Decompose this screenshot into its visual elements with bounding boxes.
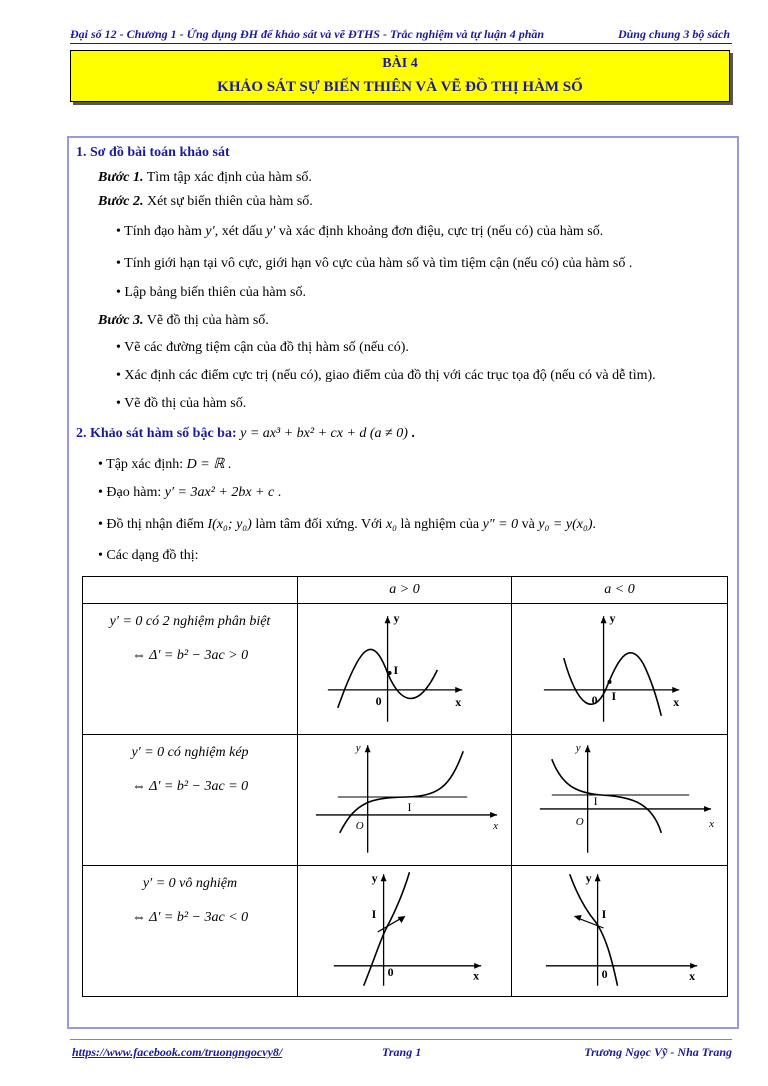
condition-line1: y′ = 0 có 2 nghiệm phân biệt [109, 614, 271, 629]
graph-forms-table [82, 576, 728, 997]
y-label: y [585, 871, 592, 886]
step3: Bước 3. Vẽ đồ thị của hàm số. [98, 313, 269, 328]
x-label: x [455, 694, 462, 709]
lesson-title: KHẢO SÁT SỰ BIẾN THIÊN VÀ VẼ ĐỒ THỊ HÀM SỐ [217, 79, 583, 95]
y-label: y [609, 611, 616, 626]
condition-cell [83, 735, 298, 866]
cubic-graph-two-extrema-positive [298, 604, 511, 728]
center-point [608, 680, 612, 684]
table-row [83, 866, 728, 997]
cubic-graph-inflection-positive [298, 735, 511, 859]
origin-label: 0 [375, 693, 382, 708]
step2-bullet1: • Tính đạo hàm y′, xét dấu y′ và xác định khoảng đơn điệu, cực trị (nếu có) của hàm số. [116, 224, 604, 239]
x-label: x [493, 819, 498, 832]
section1-title: 1. Sơ đồ bài toán khảo sát [76, 145, 230, 160]
graph-cell [298, 604, 512, 735]
table-row [83, 604, 728, 735]
x-label: x [709, 817, 714, 830]
x-label: x [689, 968, 696, 983]
header-books: Dùng chung 3 bộ sách [617, 27, 730, 41]
step2-bullet3: • Lập bảng biến thiên của hàm số. [116, 285, 306, 300]
y-arrow [595, 874, 601, 881]
graph-types-bullet: • Các dạng đồ thị: [98, 548, 199, 563]
step3-bullet2: • Xác định các điểm cực trị (nếu có), giao điểm của đồ thị với các trục tọa độ (nếu có và dễ tìm). [116, 368, 656, 383]
y-arrow [365, 745, 371, 752]
lesson-banner [70, 50, 730, 102]
graph-cell [298, 735, 512, 866]
header-divider [70, 43, 732, 44]
tangent-arrow [378, 918, 402, 932]
x-arrow [704, 806, 711, 812]
domain-bullet: • Tập xác định: D = ℝ . [98, 457, 232, 472]
page-header [70, 27, 730, 42]
author: Trương Ngọc Vỹ - Nha Trang [584, 1045, 732, 1059]
origin-label: 0 [601, 966, 608, 981]
x-arrow [455, 687, 462, 693]
y-arrow [585, 745, 591, 752]
center-label: I [393, 662, 399, 677]
center-label: I [407, 799, 412, 814]
graph-cell [512, 604, 728, 735]
center-label: I [371, 907, 377, 922]
x-arrow [672, 687, 679, 693]
step3-bullet3: • Vẽ đồ thị của hàm số. [116, 396, 247, 411]
cubic-curve [564, 653, 662, 716]
derivative-bullet: • Đạo hàm: y′ = 3ax² + 2bx + c . [98, 485, 282, 500]
table-header-row [83, 577, 728, 604]
x-label: x [673, 694, 680, 709]
center-point [388, 671, 392, 675]
cubic-curve [552, 759, 661, 833]
condition-line2: ⇔ Δ′ = b² − 3ac = 0 [131, 779, 249, 794]
page-number: Trang 1 [382, 1045, 422, 1059]
origin-label: O [575, 815, 584, 828]
table-row [83, 735, 728, 866]
col-a-positive: a > 0 [298, 577, 512, 604]
y-label: y [355, 742, 361, 755]
tangent-arrowhead [574, 915, 582, 921]
header-subject: Đại số 12 - Chương 1 - Ứng dụng ĐH để khảo sát và vẽ ĐTHS - Trắc nghiệm và tự luận 4 phần [70, 27, 545, 41]
y-label: y [575, 742, 581, 755]
condition-cell [83, 866, 298, 997]
origin-label: O [355, 819, 364, 832]
graph-cell [298, 866, 512, 997]
cubic-curve [570, 874, 618, 985]
footer-divider [70, 1039, 732, 1040]
origin-label: 0 [591, 692, 598, 707]
col-a-negative: a < 0 [512, 577, 728, 604]
x-label: x [473, 968, 480, 983]
graph-cell [512, 735, 728, 866]
y-arrow [385, 616, 391, 623]
y-label: y [371, 871, 378, 886]
cubic-graph-inflection-negative [512, 735, 727, 859]
cubic-curve [364, 872, 410, 985]
tangent-line [578, 918, 604, 928]
facebook-link[interactable]: https://www.facebook.com/truongngocvy8/ [72, 1045, 283, 1059]
condition-line2: ⇔ Δ′ = b² − 3ac < 0 [131, 910, 249, 925]
condition-line1: y′ = 0 vô nghiệm [142, 876, 238, 891]
table-corner [83, 577, 298, 604]
section2-title: 2. Khảo sát hàm số bậc ba: y = ax³ + bx² + cx + d (a ≠ 0) . [76, 426, 415, 441]
center-label: I [611, 688, 617, 703]
y-label: y [393, 611, 400, 626]
step2: Bước 2. Xét sự biến thiên của hàm số. [98, 194, 313, 209]
x-arrow [490, 812, 497, 818]
y-arrow [601, 616, 607, 623]
condition-line2: ⇔ Δ′ = b² − 3ac > 0 [131, 648, 249, 663]
origin-label: 0 [387, 964, 394, 979]
step1: Bước 1. Tìm tập xác định của hàm số. [98, 170, 312, 185]
condition-cell [83, 604, 298, 735]
y-arrow [381, 874, 387, 881]
cubic-graph-monotone-negative [512, 866, 727, 990]
lesson-number: BÀI 4 [382, 56, 418, 71]
cubic-graph-monotone-positive [298, 866, 511, 990]
condition-line1: y′ = 0 có nghiệm kép [131, 745, 249, 760]
step2-bullet2: • Tính giới hạn tại vô cực, giới hạn vô cực của hàm số và tìm tiệm cận (nếu có) của hàm số . [116, 256, 633, 271]
graph-cell [512, 866, 728, 997]
symmetry-bullet: • Đồ thị nhận điểm I(x₀; y₀) làm tâm đối xứng. Với x₀ là nghiệm của y" = 0 và y₀ = y(x₀). [98, 517, 596, 532]
step3-bullet1: • Vẽ các đường tiệm cận của đồ thị hàm số (nếu có). [116, 340, 409, 355]
center-label: I [593, 793, 598, 808]
cubic-graph-two-extrema-negative [512, 604, 727, 728]
center-label: I [601, 907, 607, 922]
